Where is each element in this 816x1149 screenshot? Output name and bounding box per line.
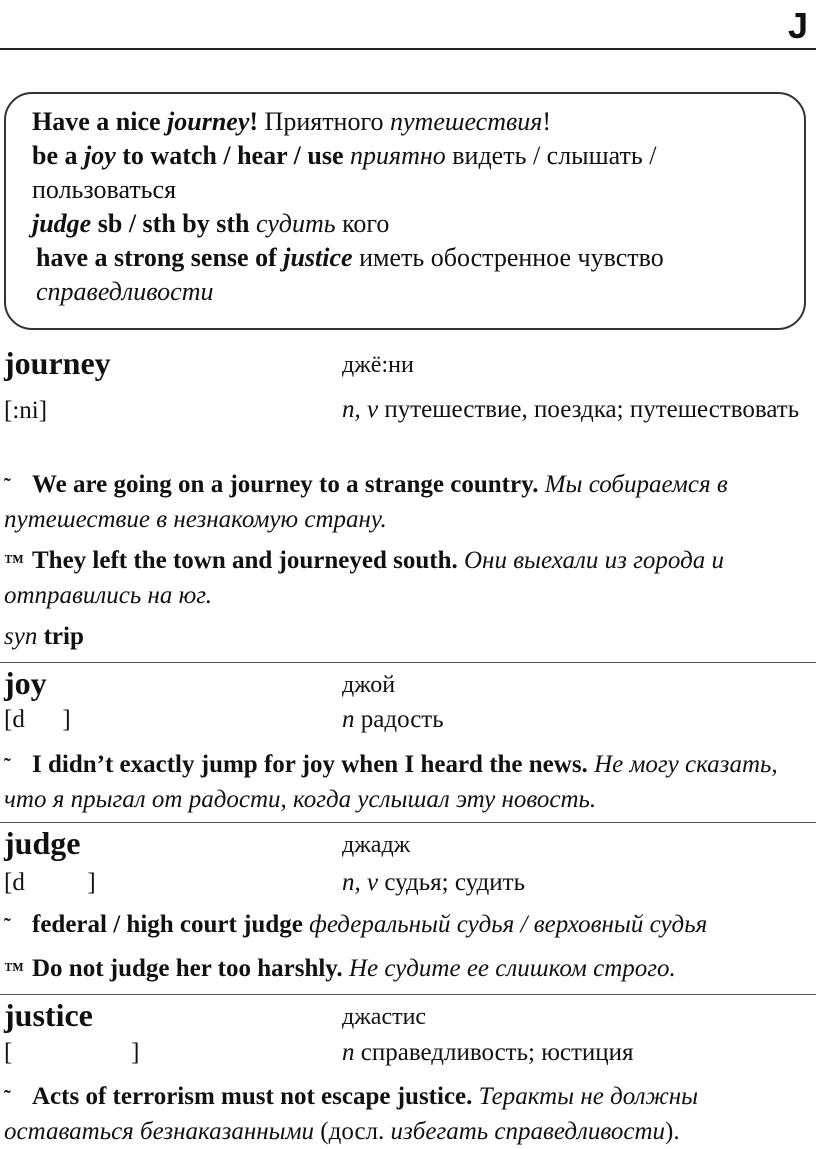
definition-text: судья; судить xyxy=(378,869,525,896)
definition xyxy=(342,867,802,899)
section-letter: J xyxy=(787,5,808,46)
phrase-ru: иметь обостренное чувство xyxy=(352,243,664,272)
phrase-en: to watch / hear / use xyxy=(115,141,344,170)
definition xyxy=(342,704,802,736)
phrase-ru-italic: справедливости xyxy=(36,277,214,306)
example xyxy=(4,468,810,537)
entry-joy xyxy=(0,664,816,704)
example xyxy=(4,748,810,817)
headword: journey xyxy=(4,345,111,381)
example-marker-icon: ˜ xyxy=(4,1087,11,1109)
synonym-label: syn xyxy=(4,623,38,650)
phrase-box xyxy=(4,92,806,330)
example-ru: Они выехали из города и отправились на юг. xyxy=(4,547,724,609)
phrase-ru-italic: судить xyxy=(249,209,336,238)
definition xyxy=(342,1037,802,1069)
example-marker-icon: ™ xyxy=(4,551,24,573)
phrase-line xyxy=(32,105,786,139)
transcription: [d ] xyxy=(4,869,96,896)
example xyxy=(4,544,810,613)
transcription: [:ni] xyxy=(4,397,48,424)
header-rule xyxy=(0,48,816,50)
phrase-keyword: justice xyxy=(283,243,353,272)
definition xyxy=(342,394,802,426)
part-of-speech: n, v xyxy=(342,396,379,423)
example-note-end: ). xyxy=(665,1118,680,1145)
phrase-ru: Приятного xyxy=(258,107,390,136)
entry-justice xyxy=(0,996,816,1036)
example-ru: Не судите ее слишком строго. xyxy=(342,955,676,982)
example-marker-icon: ™ xyxy=(4,959,24,981)
example-ru: Теракты не должны оставаться безнаказанными xyxy=(4,1083,699,1145)
part-of-speech: n, v xyxy=(342,869,379,896)
headword: justice xyxy=(4,997,93,1033)
example-ru: Не могу сказать, что я прыгал от радости, когда услышал эту новость. xyxy=(4,751,778,813)
definition-text: справедливость; юстиция xyxy=(354,1039,634,1066)
example-en: Acts of terrorism must not escape justice. xyxy=(32,1083,473,1110)
phrase-en: have a strong sense of xyxy=(36,243,284,272)
example xyxy=(4,908,810,943)
pronunciation: джё:ни xyxy=(342,352,414,378)
example-en: federal / high court judge xyxy=(32,911,303,938)
example xyxy=(4,1080,810,1149)
definition-text: радость xyxy=(354,706,444,733)
phrase-line xyxy=(32,207,786,241)
phrase-line xyxy=(32,139,786,207)
example-en: I didn’t exactly jump for joy when I heard the news. xyxy=(32,751,588,778)
synonym xyxy=(4,620,810,654)
phrase-ru-italic: приятно xyxy=(343,141,446,170)
entry-journey xyxy=(0,344,816,384)
example-en: We are going on a journey to a strange country. xyxy=(32,471,539,498)
phrase-keyword: journey xyxy=(167,107,250,136)
synonym-word: trip xyxy=(37,623,84,650)
example-ru: федеральный судья / верховный судья xyxy=(302,911,708,938)
example-en: Do not judge her too harshly. xyxy=(32,955,343,982)
example-note-italic: избегать справедливости xyxy=(390,1118,666,1145)
example-ru: Мы собираемся в путешествие в незнакомую страну. xyxy=(4,471,728,533)
example xyxy=(4,952,810,987)
phrase-ru: видеть / слышать / пользоваться xyxy=(32,141,657,204)
entry-judge xyxy=(0,824,816,864)
pronunciation: джой xyxy=(342,672,396,698)
example-en: They left the town and journeyed south. xyxy=(32,547,458,574)
phrase-ru-italic: путешествия xyxy=(390,107,543,136)
entry-divider xyxy=(0,994,816,995)
transcription: [d ] xyxy=(4,706,71,733)
part-of-speech: n xyxy=(342,706,355,733)
phrase-line xyxy=(32,241,786,309)
entry-divider xyxy=(0,822,816,823)
phrase-keyword: joy xyxy=(84,141,116,170)
example-note: (досл. xyxy=(314,1118,391,1145)
entry-divider xyxy=(0,662,816,663)
phrase-en: sb / sth by sth xyxy=(91,209,250,238)
example-marker-icon: ˜ xyxy=(4,755,11,777)
pronunciation: джастис xyxy=(342,1004,427,1030)
headword: judge xyxy=(4,825,81,861)
definition-text: путешествие, поездка; путешествовать xyxy=(378,396,800,423)
example-marker-icon: ˜ xyxy=(4,915,11,937)
pronunciation: джадж xyxy=(342,832,411,858)
phrase-ru: ! xyxy=(542,107,552,136)
transcription: [ ] xyxy=(4,1039,140,1066)
phrase-en: ! xyxy=(249,107,259,136)
part-of-speech: n xyxy=(342,1039,355,1066)
headword: joy xyxy=(4,665,47,701)
phrase-ru: кого xyxy=(335,209,390,238)
phrase-en: be a xyxy=(32,141,84,170)
example-marker-icon: ˜ xyxy=(4,475,11,497)
phrase-keyword: judge xyxy=(32,209,92,238)
phrase-en: Have a nice xyxy=(32,107,168,136)
